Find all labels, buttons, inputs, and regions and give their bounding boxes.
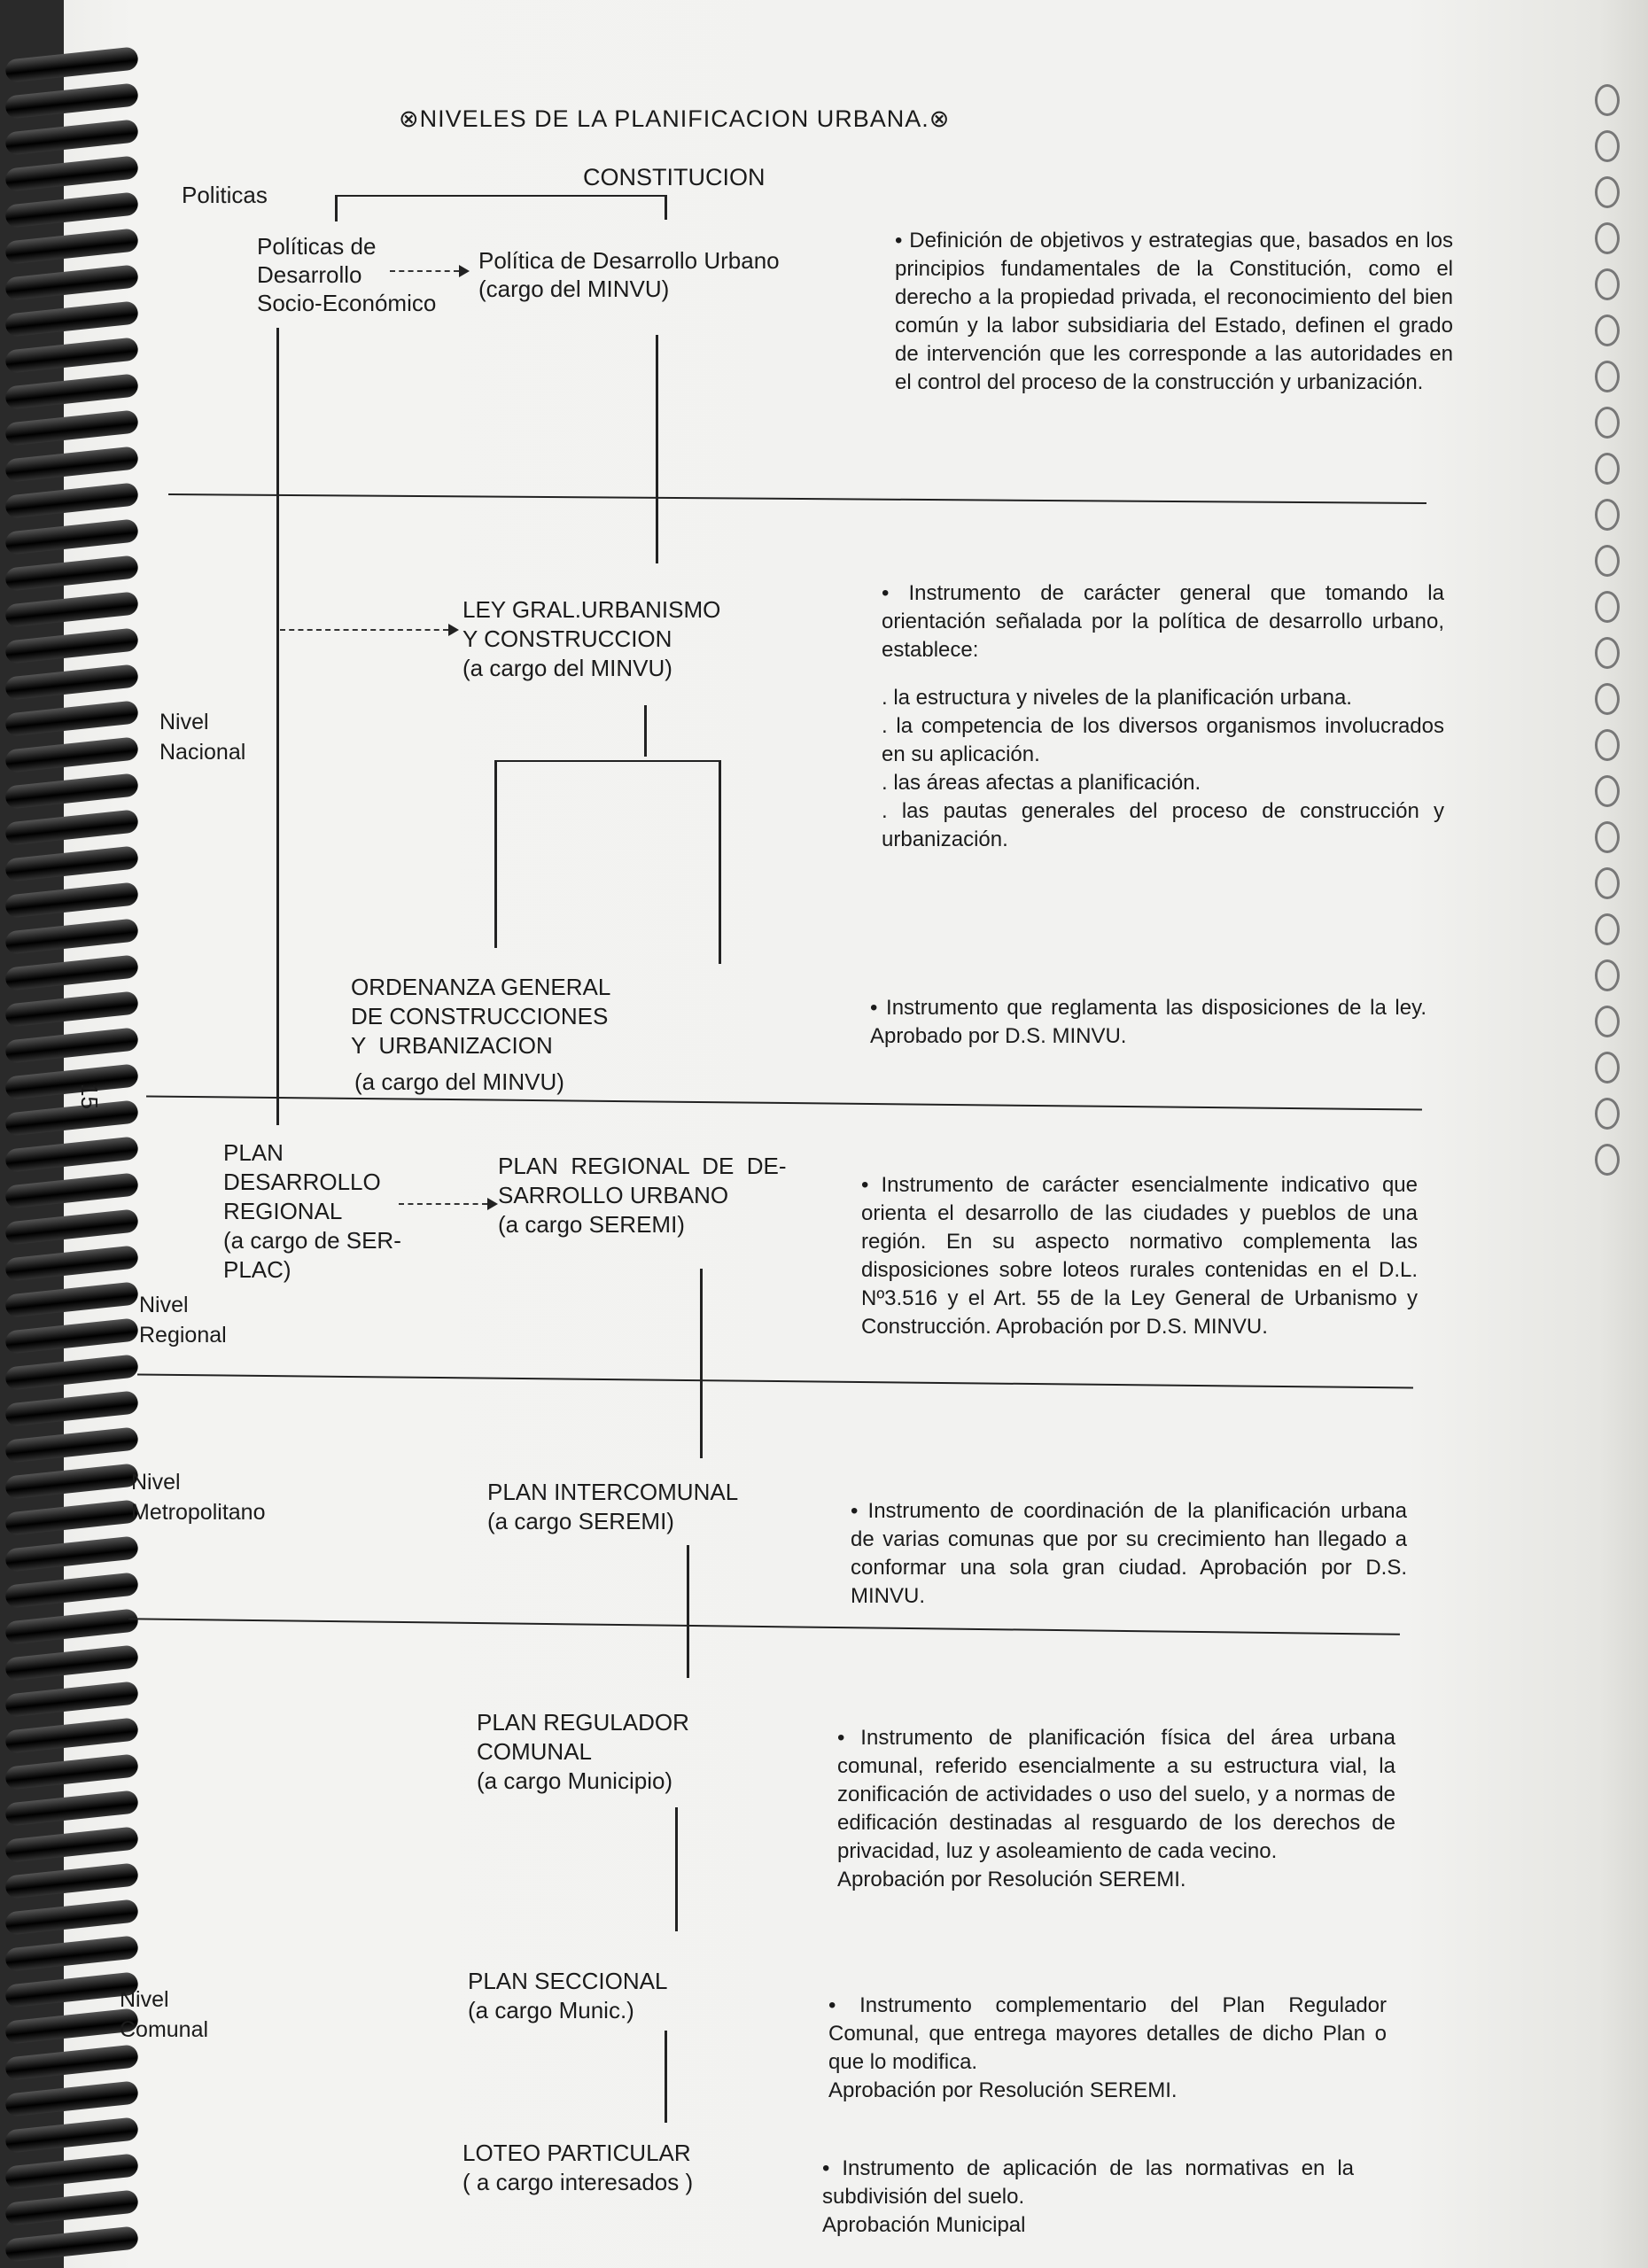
punch-hole: [1595, 315, 1620, 346]
divider-metropolitano: [128, 1618, 1400, 1635]
description-intercomunal: • Instrumento de coordinación de la planificación urbana de varias comunas que por su crecimiento han llegado a conformar una sola gran ciudad. Aprobación por D.S. MINVU.: [851, 1499, 1407, 1608]
punch-hole: [1595, 821, 1620, 853]
description-regulador-text: • Instrumento de planificación física del área urbana comunal, referido esencialmente a su estructura vial, la zonificación de actividades o uso del suelo, y a normas de edificación destinadas al resguardo de los derechos de privacidad, luz y asoleamiento de cada vecino.: [837, 1726, 1395, 1863]
dashed-connector: [280, 629, 448, 631]
description-politica: • Definición de objetivos y estrategias que, basados en los principios fundamentales de la Constitución, como el derecho a la propiedad privada, el reconocimiento del bien común y la labor subsidiaria del Estado, definen el grado de intervención que les corresponde a las autoridades en el control del proceso de la construcción y urbanización.: [895, 229, 1453, 394]
connector-ley-bar: [494, 760, 721, 762]
punch-hole: [1595, 84, 1620, 116]
connector-ley-regional: [719, 760, 721, 964]
node-plan-desarrollo-regional: PLAN DESARROLLO REGIONAL (a cargo de SER- PLAC): [223, 1139, 401, 1283]
node-ordenanza: ORDENANZA GENERAL DE CONSTRUCCIONES Y URBANIZACION: [351, 974, 611, 1059]
connector-regional-intercomunal: [700, 1269, 703, 1458]
node-plan-regional-urbano: PLAN REGIONAL DE DE- SARROLLO URBANO (a cargo SEREMI): [498, 1153, 787, 1238]
level-politicas: Politicas: [182, 182, 268, 208]
arrow-icon: [459, 265, 470, 277]
arrow-icon: [448, 624, 459, 636]
level-metropolitano: Nivel Metropolitano: [131, 1470, 266, 1525]
punch-hole: [1595, 867, 1620, 899]
level-comunal: Nivel Comunal: [120, 1987, 209, 2042]
node-politicas-desarrollo: Políticas de Desarrollo Socio-Económico: [257, 233, 437, 316]
page-number: 15: [75, 1084, 103, 1109]
connector-politica-ley: [656, 335, 658, 563]
punch-hole: [1595, 545, 1620, 577]
punch-hole: [1595, 913, 1620, 945]
node-ordenanza-cargo: (a cargo del MINVU): [354, 1068, 564, 1095]
punch-hole: [1595, 453, 1620, 485]
node-plan-regulador: PLAN REGULADOR COMUNAL (a cargo Municipio): [477, 1709, 689, 1794]
description-regulador: [837, 1724, 1395, 1894]
level-nacional: Nivel Nacional: [159, 710, 246, 765]
punch-hole: [1595, 637, 1620, 669]
description-loteo-text: • Instrumento de aplicación de las normativas en la subdivisión del suelo.: [822, 2156, 1354, 2209]
node-plan-intercomunal: PLAN INTERCOMUNAL (a cargo SEREMI): [487, 1479, 739, 1534]
punch-hole: [1595, 222, 1620, 254]
description-ley-item: . la estructura y niveles de la planificación urbana.: [882, 686, 1352, 710]
description-loteo-aprobacion: Aprobación Municipal: [822, 2213, 1026, 2237]
punch-hole: [1595, 591, 1620, 623]
punch-hole: [1595, 1006, 1620, 1037]
description-seccional-aprobacion: Aprobación por Resolución SEREMI.: [828, 2078, 1178, 2102]
divider-politicas: [168, 493, 1426, 504]
divider-regional: [137, 1373, 1413, 1388]
connector-constitucion-right: [665, 195, 667, 220]
description-ley-item: . las pautas generales del proceso de construcción y urbanización.: [882, 799, 1444, 851]
punch-hole: [1595, 268, 1620, 300]
node-politica-urbana: Política de Desarrollo Urbano (cargo del MINVU): [478, 247, 780, 302]
punch-hole: [1595, 176, 1620, 208]
connector-seccional-loteo: [665, 2031, 667, 2123]
description-seccional-text: • Instrumento complementario del Plan Regulador Comunal, que entrega mayores detalles de dicho Plan o que lo modifica.: [828, 1993, 1387, 2074]
punch-hole: [1595, 683, 1620, 715]
description-loteo: [822, 2155, 1354, 2240]
connector-ley-ordenanza: [494, 760, 497, 948]
dashed-connector: [399, 1203, 487, 1205]
punch-hole: [1595, 775, 1620, 807]
connector-regulador-seccional: [675, 1807, 678, 1931]
punch-hole: [1595, 407, 1620, 439]
description-ley-item: . las áreas afectas a planificación.: [882, 771, 1201, 795]
connector-constitucion-top: [335, 195, 666, 197]
description-ley: [882, 579, 1444, 854]
node-constitucion: CONSTITUCION: [583, 164, 766, 190]
description-regulador-aprobacion: Aprobación por Resolución SEREMI.: [837, 1868, 1186, 1891]
connector-ley-split: [644, 705, 647, 757]
connector-desarrollo-trunk: [276, 328, 279, 1125]
connector-intercomunal-regulador: [687, 1545, 689, 1678]
document-title: [399, 105, 950, 133]
punch-hole: [1595, 361, 1620, 392]
arrow-icon: [487, 1198, 498, 1210]
description-ordenanza: • Instrumento que reglamenta las disposiciones de la ley. Aprobado por D.S. MINVU.: [870, 996, 1426, 1048]
title-text: NIVELES DE LA PLANIFICACION URBANA.: [419, 105, 929, 132]
dashed-connector: [390, 270, 459, 272]
punch-hole: [1595, 1052, 1620, 1084]
punch-hole: [1595, 1098, 1620, 1130]
description-ley-item: . la competencia de los diversos organismos involucrados en su aplicación.: [882, 714, 1444, 766]
connector-constitucion-left: [335, 195, 338, 221]
node-ley-gral: LEY GRAL.URBANISMO Y CONSTRUCCION (a cargo del MINVU): [463, 596, 721, 681]
description-ley-intro: • Instrumento de carácter general que tomando la orientación señalada por la política de desarrollo urbano, establece:: [882, 581, 1444, 662]
punch-hole: [1595, 1144, 1620, 1176]
description-seccional: [828, 1992, 1387, 2105]
punch-hole: [1595, 729, 1620, 761]
punch-hole: [1595, 959, 1620, 991]
node-plan-seccional: PLAN SECCIONAL (a cargo Munic.): [468, 1968, 668, 2023]
node-loteo: LOTEO PARTICULAR ( a cargo interesados ): [463, 2140, 694, 2195]
bullet-icon: ⊗: [929, 105, 951, 132]
bullet-icon: ⊗: [399, 105, 420, 132]
punch-hole: [1595, 130, 1620, 162]
punch-hole: [1595, 499, 1620, 531]
level-regional: Nivel Regional: [139, 1293, 227, 1348]
divider-nacional: [146, 1095, 1422, 1110]
description-regional: • Instrumento de carácter esencialmente indicativo que orienta el desarrollo de las ciudades y pueblos de una región. En su aspecto normativo complementa las disposiciones sobre loteos rurales contenidas en el D.L. Nº3.516 y el Art. 55 de la Ley General de Urbanismo y Construcción. Aprobación por D.S. MINVU.: [861, 1173, 1418, 1339]
